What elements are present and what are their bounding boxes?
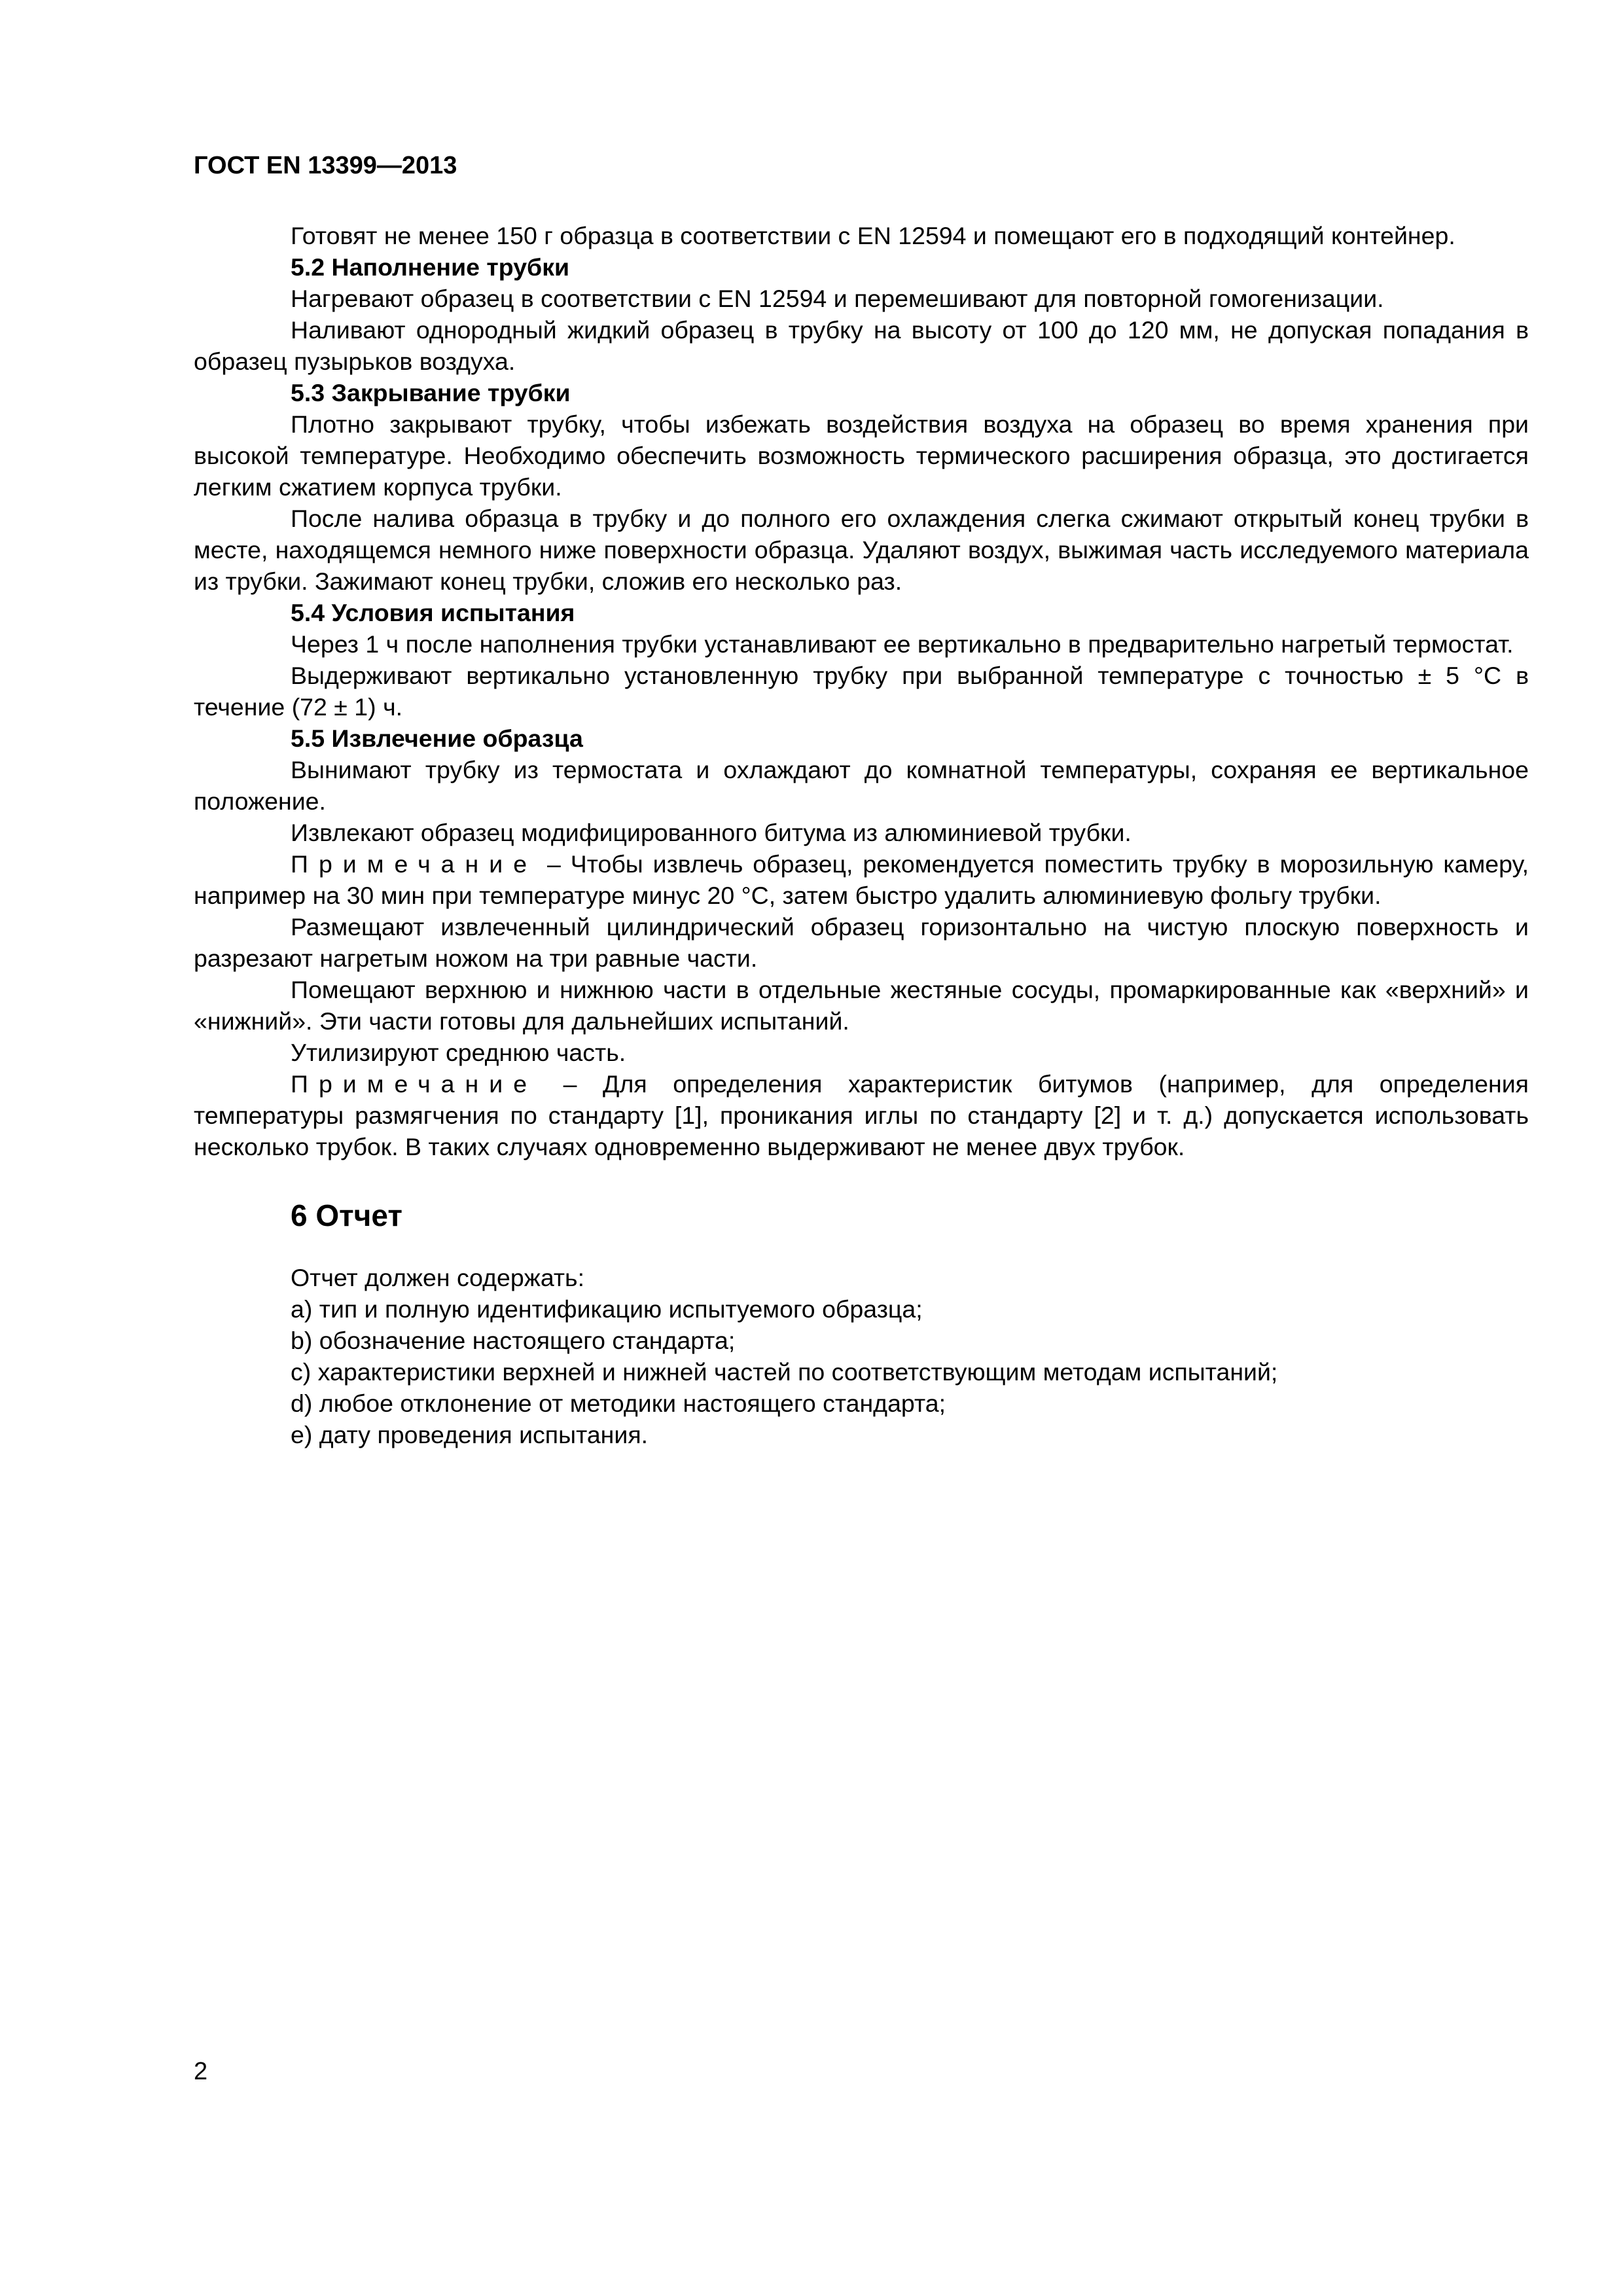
- note-1: [194, 848, 1529, 911]
- report-items-list: [194, 1293, 1529, 1450]
- document-body: [194, 220, 1529, 1450]
- section-5-2-heading: 5.2 Наполнение трубки: [291, 253, 570, 281]
- section-5-5-heading: 5.5 Извлечение образца: [291, 725, 583, 752]
- note-2-label: Примечание: [291, 1070, 538, 1098]
- list-item: d) любое отклонение от методики настоящего стандарта;: [291, 1390, 946, 1417]
- section-5-5-paragraph-4: Помещают верхнюю и нижнюю части в отдельные жестяные сосуды, промаркированные как «верхний» и «нижний». Эти части готовы для дальнейших испытаний.: [194, 976, 1529, 1035]
- section-5-5-paragraph-5: Утилизируют среднюю часть.: [291, 1039, 626, 1066]
- list-item: b) обозначение настоящего стандарта;: [291, 1327, 736, 1354]
- section-5-3-paragraph-2: После налива образца в трубку и до полного его охлаждения слегка сжимают открытый конец трубки в месте, находящемся немного ниже поверхности образца. Удаляют воздух, выжимая часть исследуемого материала из трубки. Зажимают конец трубки, сложив его несколько раз.: [194, 505, 1529, 595]
- section-5-2-paragraph-2: Наливают однородный жидкий образец в трубку на высоту от 100 до 120 мм, не допуская попадания в образец пузырьков воздуха.: [194, 316, 1529, 375]
- section-5-5-paragraph-1: Вынимают трубку из термостата и охлаждают до комнатной температуры, сохраняя ее вертикальное положение.: [194, 756, 1529, 815]
- note-2-text: – Для определения характеристик битумов (например, для определения температуры размягчения по стандарту [1], проникания иглы по стандарту [2] и т. д.) допускается использовать несколько трубок. В таких случаях одновременно выдерживают не менее двух трубок.: [194, 1070, 1529, 1160]
- section-5-4-heading: 5.4 Условия испытания: [291, 599, 575, 626]
- document-header: ГОСТ EN 13399—2013: [194, 152, 457, 179]
- list-item: c) характеристики верхней и нижней частей по соответствующим методам испытаний;: [291, 1358, 1278, 1386]
- section-5-4-paragraph-1: Через 1 ч после наполнения трубки устанавливают ее вертикально в предварительно нагретый термостат.: [291, 630, 1514, 658]
- section-5-5-paragraph-2: Извлекают образец модифицированного битума из алюминиевой трубки.: [291, 819, 1132, 846]
- section-5-4-paragraph-2: Выдерживают вертикально установленную трубку при выбранной температуре с точностью ± 5 °С в течение (72 ± 1) ч.: [194, 662, 1529, 721]
- note-1-text: – Чтобы извлечь образец, рекомендуется поместить трубку в морозильную камеру, например на 30 мин при температуре минус 20 °С, затем быстро удалить алюминиевую фольгу трубки.: [194, 850, 1529, 909]
- section-5-3-paragraph-1: Плотно закрывают трубку, чтобы избежать воздействия воздуха на образец во время хранения при высокой температуре. Необходимо обеспечить возможность термического расширения образца, это достигается легким сжатием корпуса трубки.: [194, 410, 1529, 501]
- page-number: 2: [194, 2058, 208, 2085]
- list-item: a) тип и полную идентификацию испытуемого образца;: [291, 1295, 923, 1323]
- note-2: [194, 1068, 1529, 1162]
- list-item: e) дату проведения испытания.: [291, 1421, 649, 1448]
- section-5-5-paragraph-3: Размещают извлеченный цилиндрический образец горизонтально на чистую плоскую поверхность и разрезают нагретым ножом на три равные части.: [194, 913, 1529, 972]
- intro-paragraph: Готовят не менее 150 г образца в соответствии с EN 12594 и помещают его в подходящий контейнер.: [291, 222, 1455, 249]
- section-6-heading: 6 Отчет: [291, 1198, 402, 1232]
- section-5-3-heading: 5.3 Закрывание трубки: [291, 379, 571, 406]
- note-1-label: Примечание: [291, 850, 538, 878]
- section-5-2-paragraph-1: Нагревают образец в соответствии с EN 12594 и перемешивают для повторной гомогенизации.: [291, 285, 1384, 312]
- report-intro: Отчет должен содержать:: [291, 1264, 584, 1291]
